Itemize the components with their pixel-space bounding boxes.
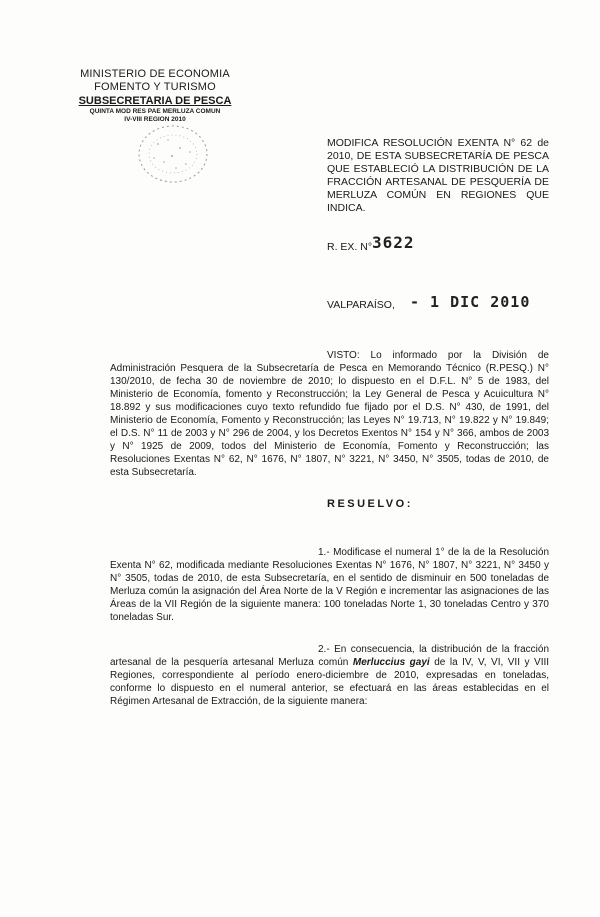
letterhead	[60, 68, 250, 124]
resolution-number-label: R. EX. N°	[327, 241, 373, 253]
item-1-text: Modificase el numeral 1° de la de la Resolución Exenta N° 62, modificada mediante Resoluciones Exentas N° 1676, N° 1807, N° 3221, N° 3450 y N° 3505, todas de 2010, de esta Subsecretaría, en el sentido de disminuir en 500 toneladas de Merluza común la asignación del Área Norte de la V Región e incrementar las asignaciones de las Áreas de la VII Región de la siguiente manera: 100 toneladas Norte 1, 30 toneladas Centro y 370 toneladas Sur.	[110, 547, 549, 623]
visto-lead: VISTO:	[327, 350, 360, 361]
document-region-code: IV-VIII REGION 2010	[124, 116, 186, 123]
place-label: VALPARAÍSO,	[327, 299, 395, 311]
item-2-number: 2.-	[318, 644, 330, 655]
visto-paragraph	[110, 349, 549, 479]
item-1-paragraph	[110, 546, 549, 624]
ministry-name: MINISTERIO DE ECONOMIA	[80, 68, 230, 80]
official-seal-stamp	[128, 118, 218, 190]
resuelvo-heading: RESUELVO:	[327, 498, 413, 510]
ministry-name-2: FOMENTO Y TURISMO	[94, 81, 216, 93]
document-code: QUINTA MOD RES PAE MERLUZA COMUN	[89, 108, 221, 115]
resolution-number-stamp: 3622	[372, 233, 415, 252]
resolution-title: MODIFICA RESOLUCIÓN EXENTA N° 62 de 2010, DE ESTA SUBSECRETARÍA DE PESCA QUE ESTABLECIÓ LA DISTRIBUCIÓN DE LA FRACCIÓN ARTESANAL DE PESQUERÍA DE MERLUZA COMÚN EN REGIONES QUE INDICA.	[327, 137, 549, 214]
item-2-text-after: de la IV, V, VI, VII y VIII Regiones, correspondiente al período enero-diciembre de 2010, expresadas en toneladas, conforme lo dispuesto en el numeral anterior, se efectuará en las áreas establecidas en el Régimen Artesanal de Extracción, de la siguiente manera:	[110, 657, 550, 707]
item-2-text-before: En consecuencia, la distribución de la fracción artesanal de la pesquería artesanal Merluza común	[110, 644, 550, 668]
visto-text: Lo informado por la División de Administración Pesquera de la Subsecretaría de Pesca en Memorando Técnico (R.PESQ.) N° 130/2010, de fecha 30 de noviembre de 2010; lo dispuesto en el D.F.L. N° 5 de 1983, del Ministerio de Economía, fomento y Reconstrucción; la Ley General de Pesca y Acuicultura N° 18.892 y sus modificaciones cuyo texto refundido fue fijado por el D.S. N° 430, de 1991, del Ministerio de Economía, Fomento y Reconstrucción; las Leyes N° 19.713, N° 19.822 y N° 19.849; el D.S. N° 11 de 2003 y N° 296 de 2004, y los Decretos Exentos N° 154 y N° 366, ambos de 2003 y N° 1925 de 2009, todos del Ministerio de Economía, Fomento y Reconstrucción; las Resoluciones Exentas N° 62, N° 1676, N° 1807, N° 3221, N° 3450, N° 3505, todas de 2010, de esta Subsecretaría.	[110, 350, 549, 478]
subsecretaria-name: SUBSECRETARIA DE PESCA	[78, 95, 232, 107]
item-2-paragraph	[110, 643, 549, 708]
species-name: Merluccius gayi	[352, 657, 430, 668]
item-1-number: 1.-	[318, 547, 330, 558]
date-stamp: - 1 DIC 2010	[410, 293, 531, 311]
